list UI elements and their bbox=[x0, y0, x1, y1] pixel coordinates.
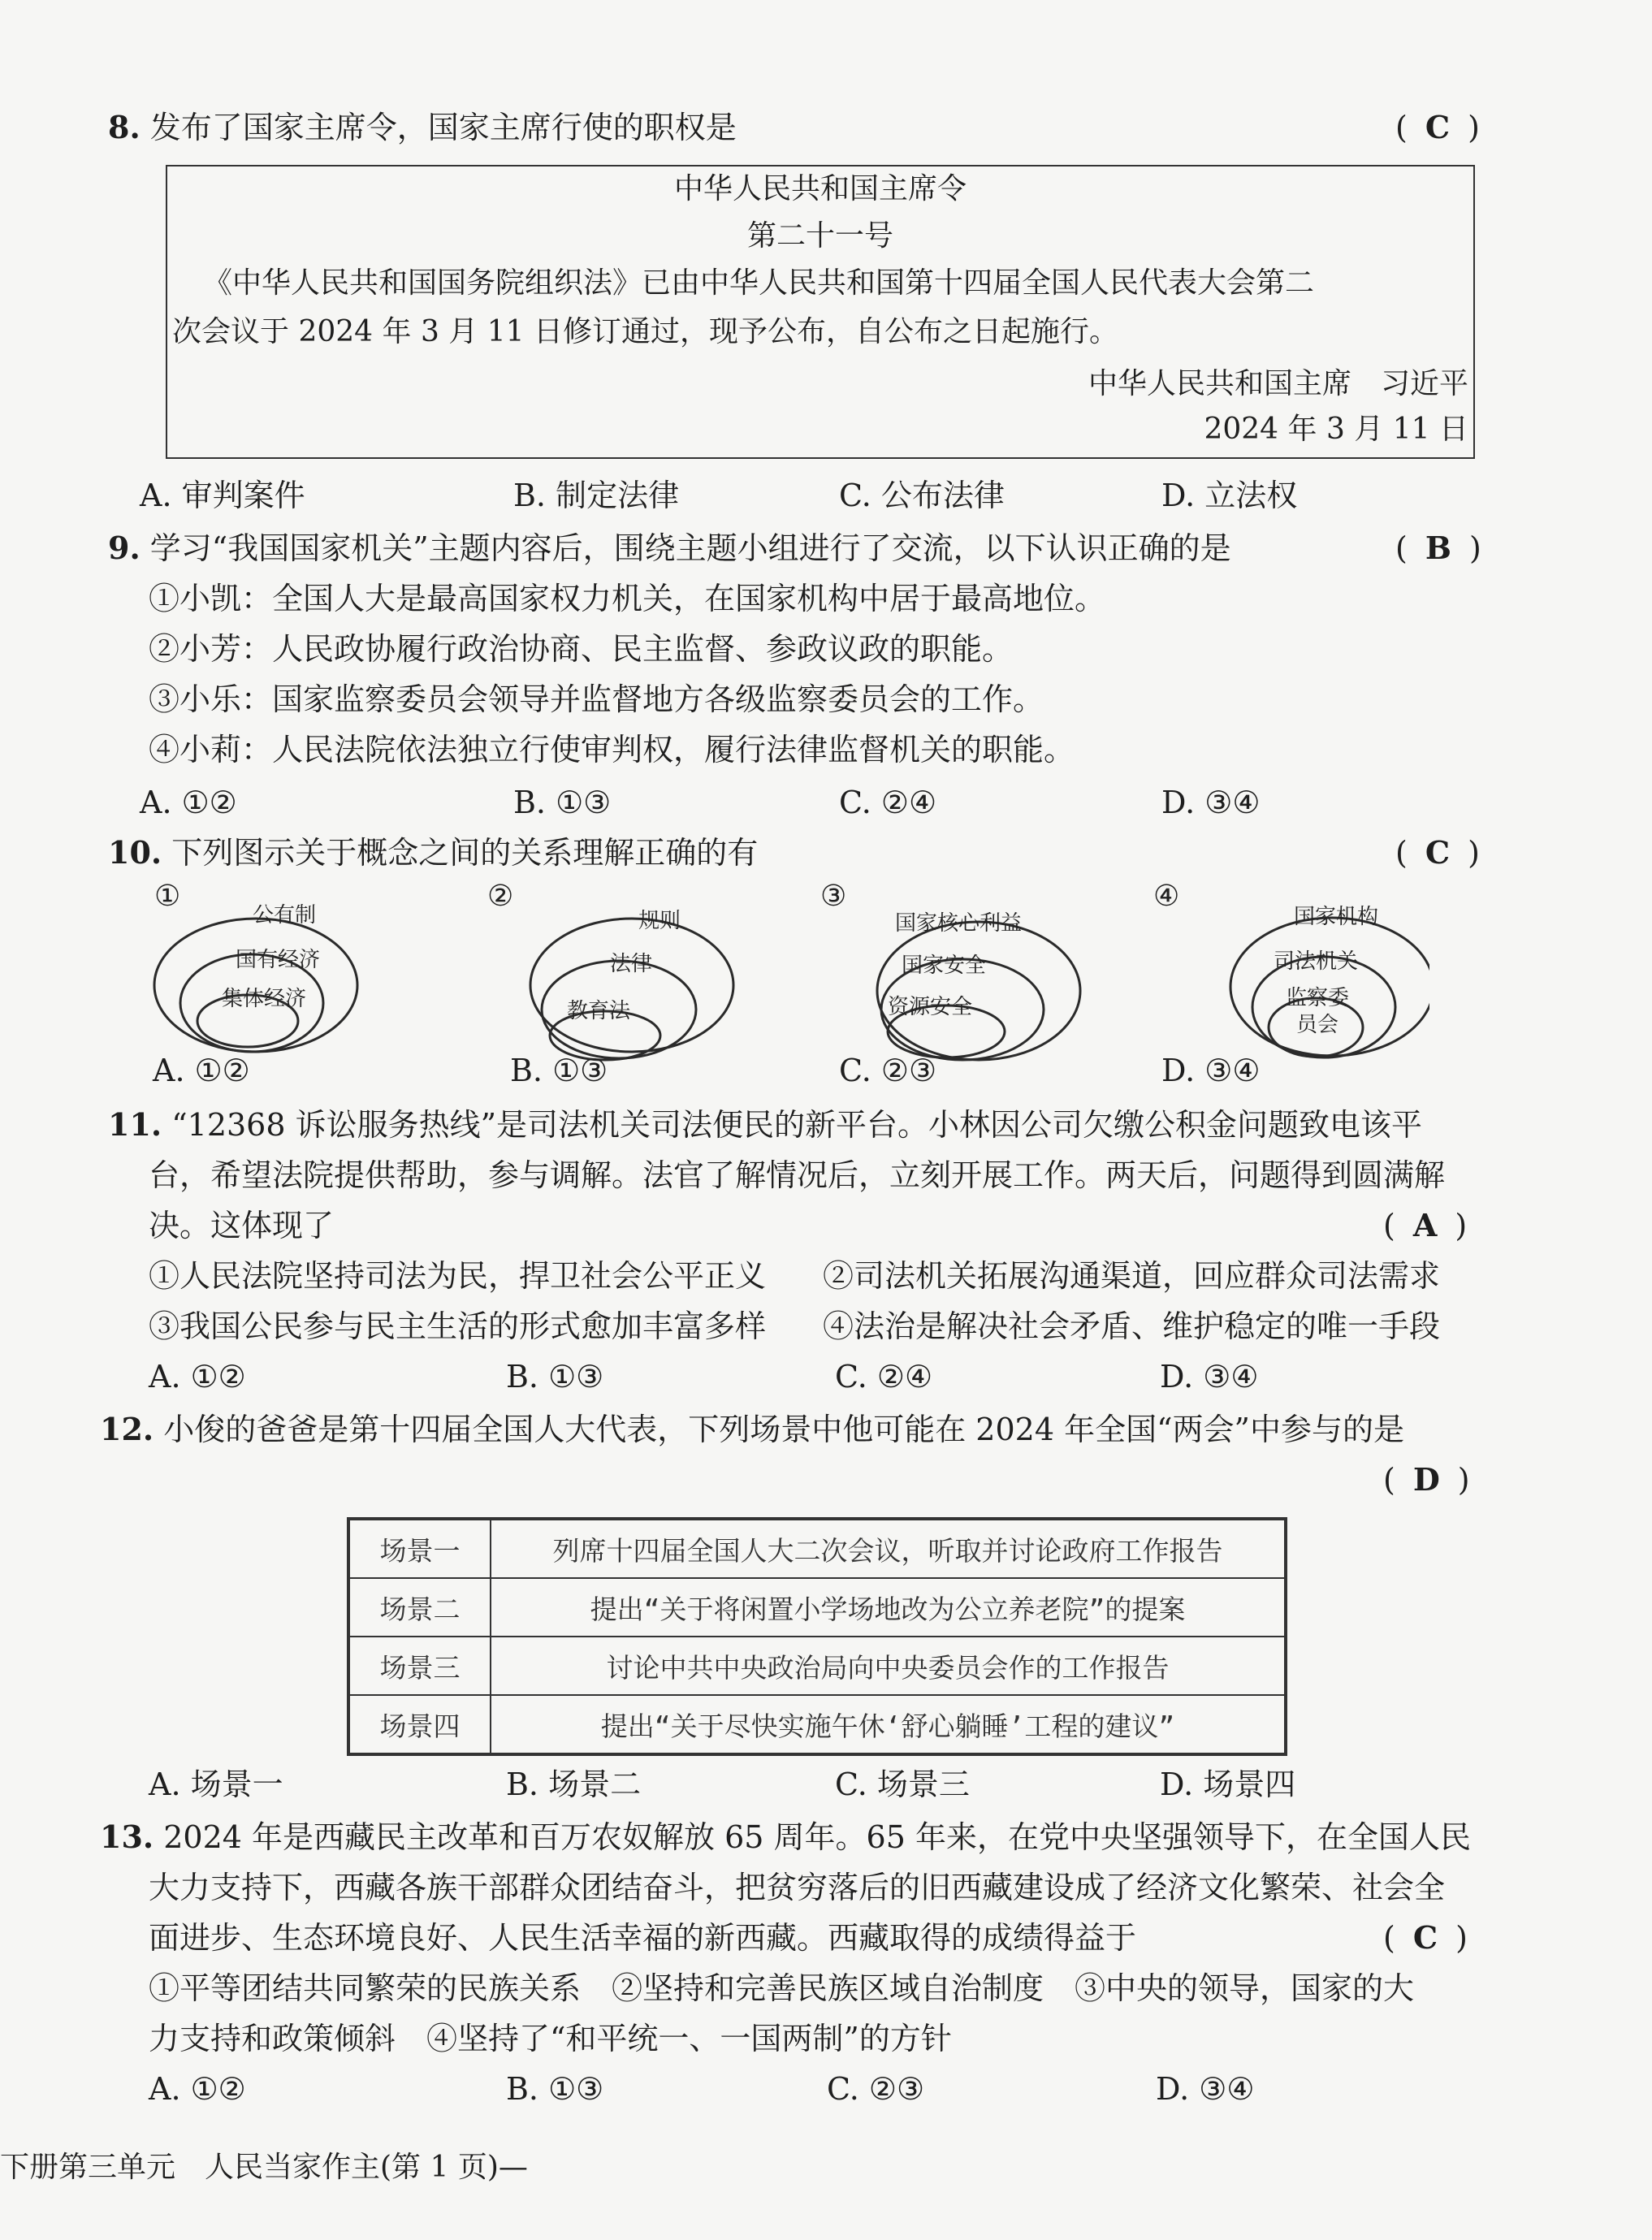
answer-letter: D bbox=[1412, 1461, 1440, 1498]
decree-signer: 中华人民共和国主席 习近平 bbox=[1088, 367, 1468, 400]
question-text: 小俊的爸爸是第十四届全国人大代表，下列场景中他可能在 2024 年全国“两会”中参与的是 bbox=[163, 1412, 1404, 1447]
scenario-value: 提出“关于尽快实施午休‘舒心躺睡’工程的建议” bbox=[491, 1695, 1286, 1754]
question-13 bbox=[100, 1817, 1471, 1857]
decree-number: 第二十一号 bbox=[746, 219, 893, 253]
question-number: 10. bbox=[108, 834, 162, 871]
option-b: B. ①③ bbox=[513, 785, 612, 820]
option-d: D. ③④ bbox=[1160, 1359, 1259, 1395]
diagram4-inner-label-line2: 员会 bbox=[1295, 1013, 1339, 1037]
option-a: A. 审判案件 bbox=[140, 478, 305, 513]
question-12 bbox=[100, 1409, 1404, 1450]
decree-body-line2: 次会议于 2024 年 3 月 11 日修订通过，现予公布，自公布之日起施行。 bbox=[172, 315, 1118, 348]
question-text-line3: 决。这体现了 bbox=[149, 1208, 335, 1243]
statement-4: ④小莉：人民法院依法独立行使审判权，履行法律监督机关的职能。 bbox=[149, 732, 1075, 768]
question-number: 12. bbox=[100, 1411, 154, 1447]
scenario-key: 场景一 bbox=[348, 1519, 491, 1578]
diagram4-mark: ④ bbox=[1153, 881, 1180, 913]
option-d: D. ③④ bbox=[1156, 2071, 1255, 2107]
scenario-key: 场景三 bbox=[348, 1637, 491, 1695]
question-text-line2: 大力支持下，西藏各族干部群众团结奋斗，把贫穷落后的旧西藏建设成了经济文化繁荣、社会全 bbox=[149, 1870, 1446, 1905]
question-text-line1: “12368 诉讼服务热线”是司法机关司法便民的新平台。小林因公司欠缴公积金问题致电该平 bbox=[171, 1107, 1423, 1143]
diagram2-outer-ellipse bbox=[530, 919, 733, 1052]
question-text-line1: 2024 年是西藏民主改革和百万农奴解放 65 周年。65 年来，在党中央坚强领导下，在全国人民 bbox=[163, 1819, 1471, 1855]
answer-letter: C bbox=[1412, 1919, 1438, 1956]
answer-letter: B bbox=[1425, 530, 1451, 566]
option-b: B. ①③ bbox=[506, 2071, 604, 2107]
scenario-value: 列席十四届全国人大二次会议，听取并讨论政府工作报告 bbox=[491, 1519, 1286, 1578]
answer-bracket: ( C ) bbox=[1395, 832, 1480, 873]
page-footer: 下册第三单元 人民当家作主(第 1 页)— bbox=[0, 2151, 528, 2184]
option-a: A. ①② bbox=[149, 2071, 246, 2107]
scenario-key: 场景二 bbox=[348, 1578, 491, 1637]
decree-box bbox=[166, 165, 1475, 459]
answer-letter: C bbox=[1425, 109, 1451, 145]
answer-letter: A bbox=[1412, 1207, 1438, 1243]
question-text-line2: 台，希望法院提供帮助，参与调解。法官了解情况后，立刻开展工作。两天后，问题得到圆满解 bbox=[149, 1157, 1446, 1193]
decree-title: 中华人民共和国主席令 bbox=[673, 172, 967, 205]
question-number: 8. bbox=[108, 109, 141, 145]
question-8 bbox=[108, 107, 737, 148]
statements-line2: 力支持和政策倾斜 ④坚持了“和平统一、一国两制”的方针 bbox=[149, 2021, 952, 2056]
option-c: C. ②④ bbox=[839, 785, 937, 820]
table-row bbox=[348, 1519, 1286, 1578]
question-text: 下列图示关于概念之间的关系理解正确的有 bbox=[171, 835, 759, 871]
option-a: A. 场景一 bbox=[149, 1766, 283, 1802]
concept-diagrams bbox=[146, 881, 1429, 1076]
answer-bracket: ( C ) bbox=[1383, 1918, 1468, 1958]
statement-1: ①小凯：全国人大是最高国家权力机关，在国家机构中居于最高地位。 bbox=[149, 581, 1106, 616]
diagram2-mark: ② bbox=[487, 881, 514, 913]
question-11 bbox=[108, 1105, 1422, 1145]
diagram2-middle-label: 法律 bbox=[609, 952, 653, 976]
table-row bbox=[348, 1637, 1286, 1695]
diagram3-outer-label: 国家核心利益 bbox=[894, 911, 1023, 936]
option-b: B. ①③ bbox=[510, 1053, 608, 1088]
diagram2-outer-label: 规则 bbox=[638, 909, 681, 933]
answer-letter: C bbox=[1425, 834, 1451, 871]
option-c: C. ②③ bbox=[839, 1053, 937, 1088]
option-a: A. ①② bbox=[140, 785, 237, 820]
statement-2: ②司法机关拓展沟通渠道，回应群众司法需求 bbox=[823, 1258, 1441, 1294]
option-d: D. ③④ bbox=[1161, 1053, 1261, 1088]
diagram2-inner-label: 教育法 bbox=[566, 999, 631, 1023]
option-d: D. 场景四 bbox=[1160, 1766, 1296, 1802]
answer-bracket: ( A ) bbox=[1383, 1205, 1467, 1246]
option-b: B. ①③ bbox=[506, 1359, 604, 1395]
option-b: B. 场景二 bbox=[506, 1766, 642, 1802]
question-number: 11. bbox=[108, 1106, 162, 1143]
statement-2: ②小芳：人民政协履行政治协商、民主监督、参政议政的职能。 bbox=[149, 631, 1014, 667]
question-text-line3: 面进步、生态环境良好、人民生活幸福的新西藏。西藏取得的成绩得益于 bbox=[149, 1920, 1137, 1956]
statement-1: ①人民法院坚持司法为民，捍卫社会公平正义 bbox=[149, 1258, 767, 1294]
scenario-value: 提出“关于将闲置小学场地改为公立养老院”的提案 bbox=[491, 1578, 1286, 1637]
diagram3-outer-ellipse bbox=[877, 922, 1080, 1060]
scenario-value: 讨论中共中央政治局向中央委员会作的工作报告 bbox=[491, 1637, 1286, 1695]
option-d: D. ③④ bbox=[1161, 785, 1261, 820]
scenario-key: 场景四 bbox=[348, 1695, 491, 1754]
diagram4-outer-label: 国家机构 bbox=[1293, 905, 1379, 929]
question-number: 9. bbox=[108, 530, 141, 566]
answer-bracket: ( D ) bbox=[1383, 1459, 1470, 1500]
answer-bracket: ( C ) bbox=[1395, 107, 1480, 148]
question-10 bbox=[108, 832, 758, 873]
table-row bbox=[348, 1695, 1286, 1754]
diagram1-outer-label: 公有制 bbox=[252, 903, 317, 928]
option-c: C. ②③ bbox=[827, 2071, 925, 2107]
question-9 bbox=[108, 528, 1231, 569]
decree-body-line1: 《中华人民共和国国务院组织法》已由中华人民共和国第十四届全国人民代表大会第二 bbox=[203, 266, 1315, 300]
answer-bracket: ( B ) bbox=[1395, 528, 1481, 569]
option-b: B. 制定法律 bbox=[513, 478, 680, 513]
question-number: 13. bbox=[100, 1818, 154, 1855]
question-text: 发布了国家主席令，国家主席行使的职权是 bbox=[149, 110, 737, 145]
statement-3: ③小乐：国家监察委员会领导并监督地方各级监察委员会的工作。 bbox=[149, 681, 1044, 717]
table-row bbox=[348, 1578, 1286, 1637]
diagram4-inner-label-line1: 监察委 bbox=[1285, 986, 1350, 1010]
statement-3: ③我国公民参与民主生活的形式愈加丰富多样 bbox=[149, 1308, 767, 1344]
decree-date: 2024 年 3 月 11 日 bbox=[1204, 413, 1468, 446]
option-d: D. 立法权 bbox=[1161, 478, 1298, 513]
diagram1-middle-label: 国有经济 bbox=[235, 948, 321, 972]
option-c: C. 场景三 bbox=[835, 1766, 970, 1802]
diagram3-middle-label: 国家安全 bbox=[901, 954, 987, 978]
option-c: C. 公布法律 bbox=[839, 478, 1005, 513]
statement-4: ④法治是解决社会矛盾、维护稳定的唯一手段 bbox=[823, 1308, 1441, 1344]
option-c: C. ②④ bbox=[835, 1359, 933, 1395]
diagram4-middle-label: 司法机关 bbox=[1273, 949, 1359, 974]
option-a: A. ①② bbox=[149, 1359, 246, 1395]
scenario-table bbox=[347, 1517, 1287, 1756]
diagram1-mark: ① bbox=[154, 881, 181, 913]
diagram1-inner-label: 集体经济 bbox=[221, 987, 307, 1011]
option-a: A. ①② bbox=[153, 1053, 250, 1088]
question-text: 学习“我国国家机关”主题内容后，围绕主题小组进行了交流，以下认识正确的是 bbox=[149, 530, 1231, 566]
diagram3-inner-label: 资源安全 bbox=[887, 995, 973, 1019]
diagram3-mark: ③ bbox=[820, 881, 847, 913]
statements-line1: ①平等团结共同繁荣的民族关系 ②坚持和完善民族区域自治制度 ③中央的领导，国家的大 bbox=[149, 1970, 1415, 2006]
